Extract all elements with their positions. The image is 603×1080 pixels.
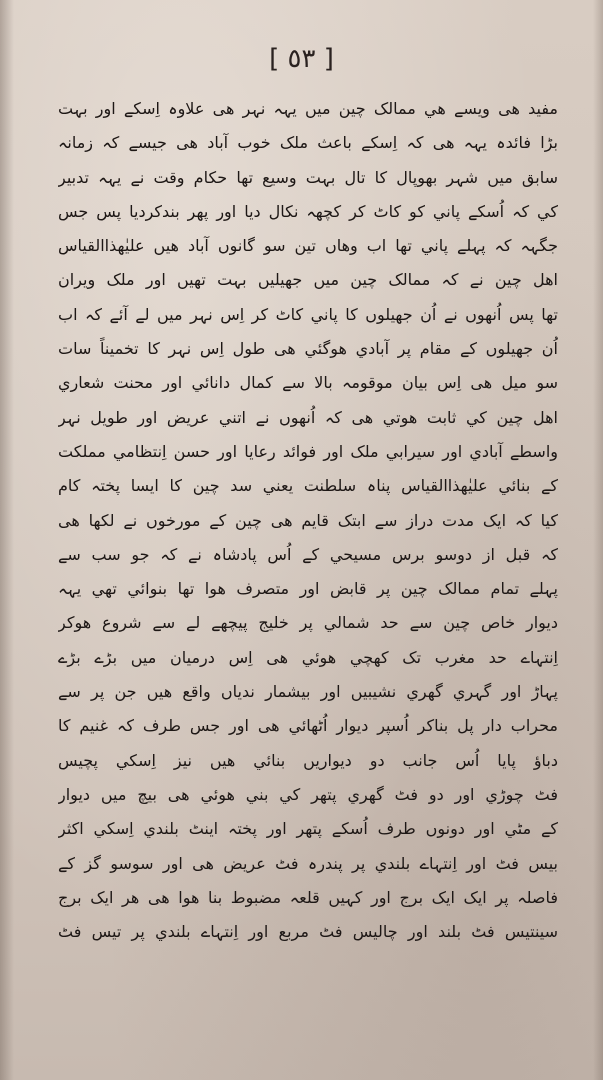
page-number: [ ٥٣ ] (269, 44, 334, 74)
text-line: تها پس اُنهوں نے اُن جهیلوں کا پاني کاٹ کر اِس نہر میں لے آئے کہ اب (58, 304, 558, 324)
text-line: اهل چین کي ثابت هوتي هی کہ اُنهوں نے اتني عریض اور طویل نہر (58, 407, 558, 427)
text-line: کے بنائي علیٰهذاالقیاس پناہ سلطنت یعني سد چین کا ایسا پختہ کام (58, 476, 558, 496)
text-line: کي کہ اُسکے پاني کو کاٹ کر کچهہ نکال دیا اور پهر بندکردیا پس جس (58, 201, 558, 221)
text-line: بیس فٹ اور اِنتہاے بلندي پر پندرہ فٹ عریض هی اور سوسو گز کے (58, 853, 558, 873)
text-line: اهل چین نے کہ ممالک چین میں جهیلیں بہت تهیں اور ملک ویران (58, 270, 558, 290)
text-line: پہلے تمام ممالک چین پر قابض اور متصرف هوا تها بنوائي تهي یہہ (58, 579, 558, 599)
text-line: اُن جهیلوں کے مقام پر آبادي هوگئي هی طول اِس نہر کا تخمیناً سات (58, 339, 558, 359)
text-line: اِنتہاے حد مغرب تک کهچي هوئي هی اِس درمیان میں بڑے بڑے (58, 647, 558, 667)
text-line: محراب دار پل بناکر اُسپر دیوار اُٹهائي هی اور جس طرف کہ غنیم کا (58, 716, 558, 736)
text-line: کیا کہ ایک مدت دراز سے ابتک قایم هی چین کے مورخوں نے لکها هی (58, 510, 558, 530)
text-line: جگہہ کہ پہلے پاني تھا اب وهاں تین سو گانوں آباد هیں علیٰهذاالقیاس (58, 236, 558, 256)
text-line: فاصلہ پر ایک ایک برج اور کہیں قلعہ مضبوط بنا هوا هی هر ایک برج (58, 887, 558, 907)
text-line: سینتیس فٹ بلند اور چالیس فٹ مربع اور اِنتہاے بلندي پر تیس فٹ (58, 922, 558, 942)
text-line: سو میل هی اِس بیان موقومہ بالا سے کمال دانائي اور محنت شعاري (58, 373, 558, 393)
text-line: کے مٹي اور دونوں طرف اُسکے پتهر اور پختہ اینٹ بلندي اِسکي اکثر (58, 819, 558, 839)
page-edge-shadow-right (593, 0, 603, 1080)
text-line: پہاڑ اور گہري گهري نشیبیں اور بیشمار ندیاں واقع هیں جن پر سے (58, 682, 558, 702)
text-body (58, 92, 558, 949)
text-line: واسطے آبادي اور سیرابي ملک اور فوائد رعایا اور حسن اِنتظامي مملکت (58, 441, 558, 461)
text-line: کہ قبل از دوسو برس مسیحي کے اُس پادشاہ نے کہ جو سب سے (58, 544, 558, 564)
text-line: بڑا فائدہ یہہ هی کہ اِسکے باعث ملک خوب آباد هی جیسے کہ زمانہ (58, 133, 558, 153)
text-line: دیوار خاص چین سے حد شمالي پر خلیج پیچهے لے سے شروع هوکر (58, 613, 558, 633)
text-line: فٹ چوڑي اور دو فٹ گهري پتهر کي بني هوئي هی بیچ میں دیوار (58, 784, 558, 804)
text-line: دباؤ پایا اُس جانب دو دیواریں بنائي هیں نیز اِسکي پچیس (58, 750, 558, 770)
text-line: سابق میں شہر بهوپال کا تال بہت وسیع تھا حکام وقت نے یہہ تدبیر (58, 167, 558, 187)
page-edge-shadow-left (0, 0, 14, 1080)
text-line: مفید هی ویسے هي ممالک چین میں یہہ نہر هی علاوہ اِسکے اور بہت (58, 99, 558, 118)
